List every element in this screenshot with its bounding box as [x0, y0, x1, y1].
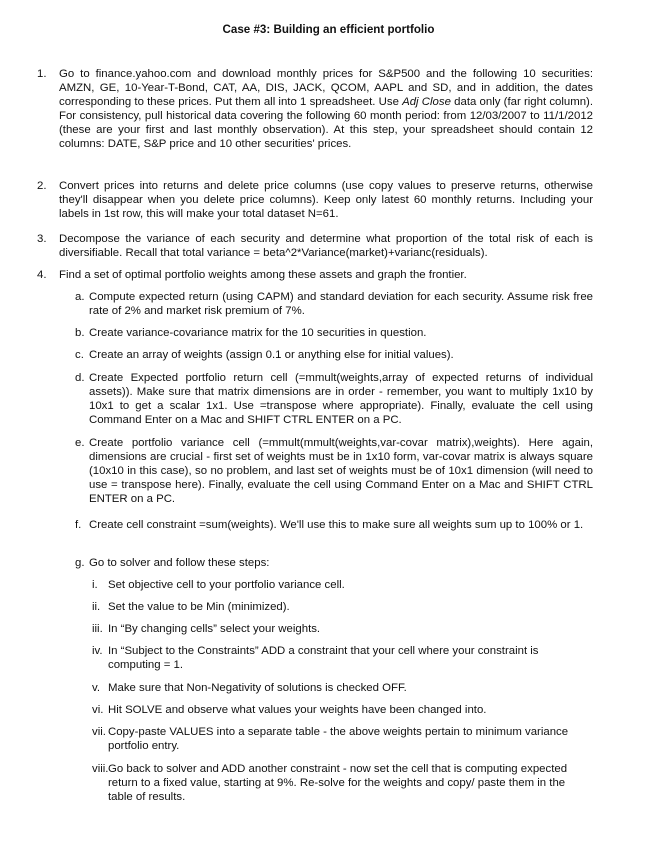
list-item-1 — [37, 67, 593, 151]
sub-item-c — [75, 348, 593, 362]
list-item-text: Decompose the variance of each security and determine what proportion of the total risk of each is diversifiable. Recall that total variance = beta^2*Variance(market)+varianc(residuals). — [59, 233, 593, 259]
step-number: i. — [92, 579, 98, 591]
sub-item-letter: e. — [75, 437, 85, 449]
step-text: In “By changing cells” select your weights. — [108, 623, 321, 635]
step-ii — [92, 600, 592, 614]
step-vi — [92, 703, 592, 717]
step-number: vi. — [92, 704, 104, 716]
list-item-number: 1. — [37, 68, 47, 80]
sub-item-f — [75, 518, 593, 532]
step-text: Hit SOLVE and observe what values your weights have been changed into. — [108, 704, 487, 716]
list-item-2 — [37, 179, 593, 221]
document-title: Case #3: Building an efficient portfolio — [222, 23, 435, 36]
sub-item-text: Create an array of weights (assign 0.1 or anything else for initial values). — [89, 349, 454, 361]
step-number: iii. — [92, 623, 103, 635]
step-text: Set objective cell to your portfolio variance cell. — [108, 579, 345, 591]
sub-item-letter: d. — [75, 372, 85, 384]
list-item-number: 3. — [37, 233, 47, 245]
sub-item-e — [75, 436, 593, 506]
list-item-4 — [37, 268, 593, 282]
sub-item-text: Create portfolio variance cell (=mmult(mmult(weights,var-covar matrix),weights). Here again, dimensions are crucial - first set of weights must be in 1x10 form, var-covar matrix is always square (10x10 in this case), so no problem, and last set of weights must be of 10x1 dimension (will need to use = transpose here). Finally, evaluate the cell using Command Enter on a Mac and SHIFT CTRL ENTER on a PC. — [89, 437, 593, 505]
step-viii — [92, 762, 592, 804]
sub-item-letter: g. — [75, 557, 85, 569]
list-item-text: Find a set of optimal portfolio weights among these assets and graph the frontier. — [59, 269, 467, 281]
step-v — [92, 681, 592, 695]
step-text: Set the value to be Min (minimized). — [108, 601, 290, 613]
list-item-number: 2. — [37, 180, 47, 192]
sub-item-b — [75, 326, 593, 340]
sub-item-text: Create Expected portfolio return cell (=mmult(weights,array of expected returns of individual assets)). Make sure that matrix dimensions are in order - remember, you want to multiply 1x10 by 10x1 to get a scalar 1x1. Use =transpose where appropriate). Finally, evaluate the cell using Command Enter on a Mac and SHIFT CTRL ENTER on a PC. — [89, 372, 593, 426]
step-text: Copy-paste VALUES into a separate table - the above weights pertain to minimum variance portfolio entry. — [108, 726, 569, 752]
step-number: iv. — [92, 645, 103, 657]
sub-item-text: Go to solver and follow these steps: — [89, 557, 270, 569]
sub-item-letter: c. — [75, 349, 84, 361]
sub-item-d — [75, 371, 593, 427]
step-number: viii. — [92, 763, 109, 775]
step-i — [92, 578, 592, 592]
sub-item-letter: b. — [75, 327, 85, 339]
step-number: ii. — [92, 601, 101, 613]
sub-item-text: Create cell constraint =sum(weights). We'll use this to make sure all weights sum up to 100% or 1. — [89, 519, 584, 531]
sub-item-letter: f. — [75, 519, 82, 531]
list-item-3 — [37, 232, 593, 260]
step-text: Go back to solver and ADD another constraint - now set the cell that is computing expected return to a fixed value, starting at 9%. Re-solve for the weights and copy/ paste them in the table of results. — [108, 763, 568, 803]
list-item-text: Go to finance.yahoo.com and download monthly prices for S&P500 and the following 10 securities: AMZN, GE, 10-Year-T-Bond, CAT, AA, DIS, JACK, QCOM, AAPL and SD, and in addition, the dates corresponding to these prices. Put them all into 1 spreadsheet. Use Adj Close data only (far right column). For consistency, pull historical data covering the following 60 month period: from 12/03/2007 to 11/1/2012 (these are your first and last monthly observation). At this step, your spreadsheet should contain 12 columns: DATE, S&P price and 10 other securities' prices. — [59, 68, 594, 150]
list-item-number: 4. — [37, 269, 47, 281]
step-vii — [92, 725, 592, 753]
sub-item-text: Compute expected return (using CAPM) and standard deviation for each security. Assume risk free rate of 2% and market risk premium of 7%. — [89, 291, 593, 317]
list-item-text: Convert prices into returns and delete price columns (use copy values to preserve returns, otherwise they'll disappear when you delete price columns). Keep only latest 60 monthly returns. Including your labels in 1st row, this will make your total dataset N=61. — [59, 180, 593, 220]
step-text: In “Subject to the Constraints” ADD a constraint that your cell where your constraint is computing = 1. — [108, 645, 539, 671]
step-number: vii. — [92, 726, 106, 738]
step-text: Make sure that Non-Negativity of solutions is checked OFF. — [108, 682, 407, 694]
sub-item-text: Create variance-covariance matrix for the 10 securities in question. — [89, 327, 427, 339]
sub-item-g — [75, 556, 593, 570]
sub-item-letter: a. — [75, 291, 85, 303]
step-iv — [92, 644, 592, 672]
sub-item-a — [75, 290, 593, 318]
step-iii — [92, 622, 592, 636]
step-number: v. — [92, 682, 101, 694]
